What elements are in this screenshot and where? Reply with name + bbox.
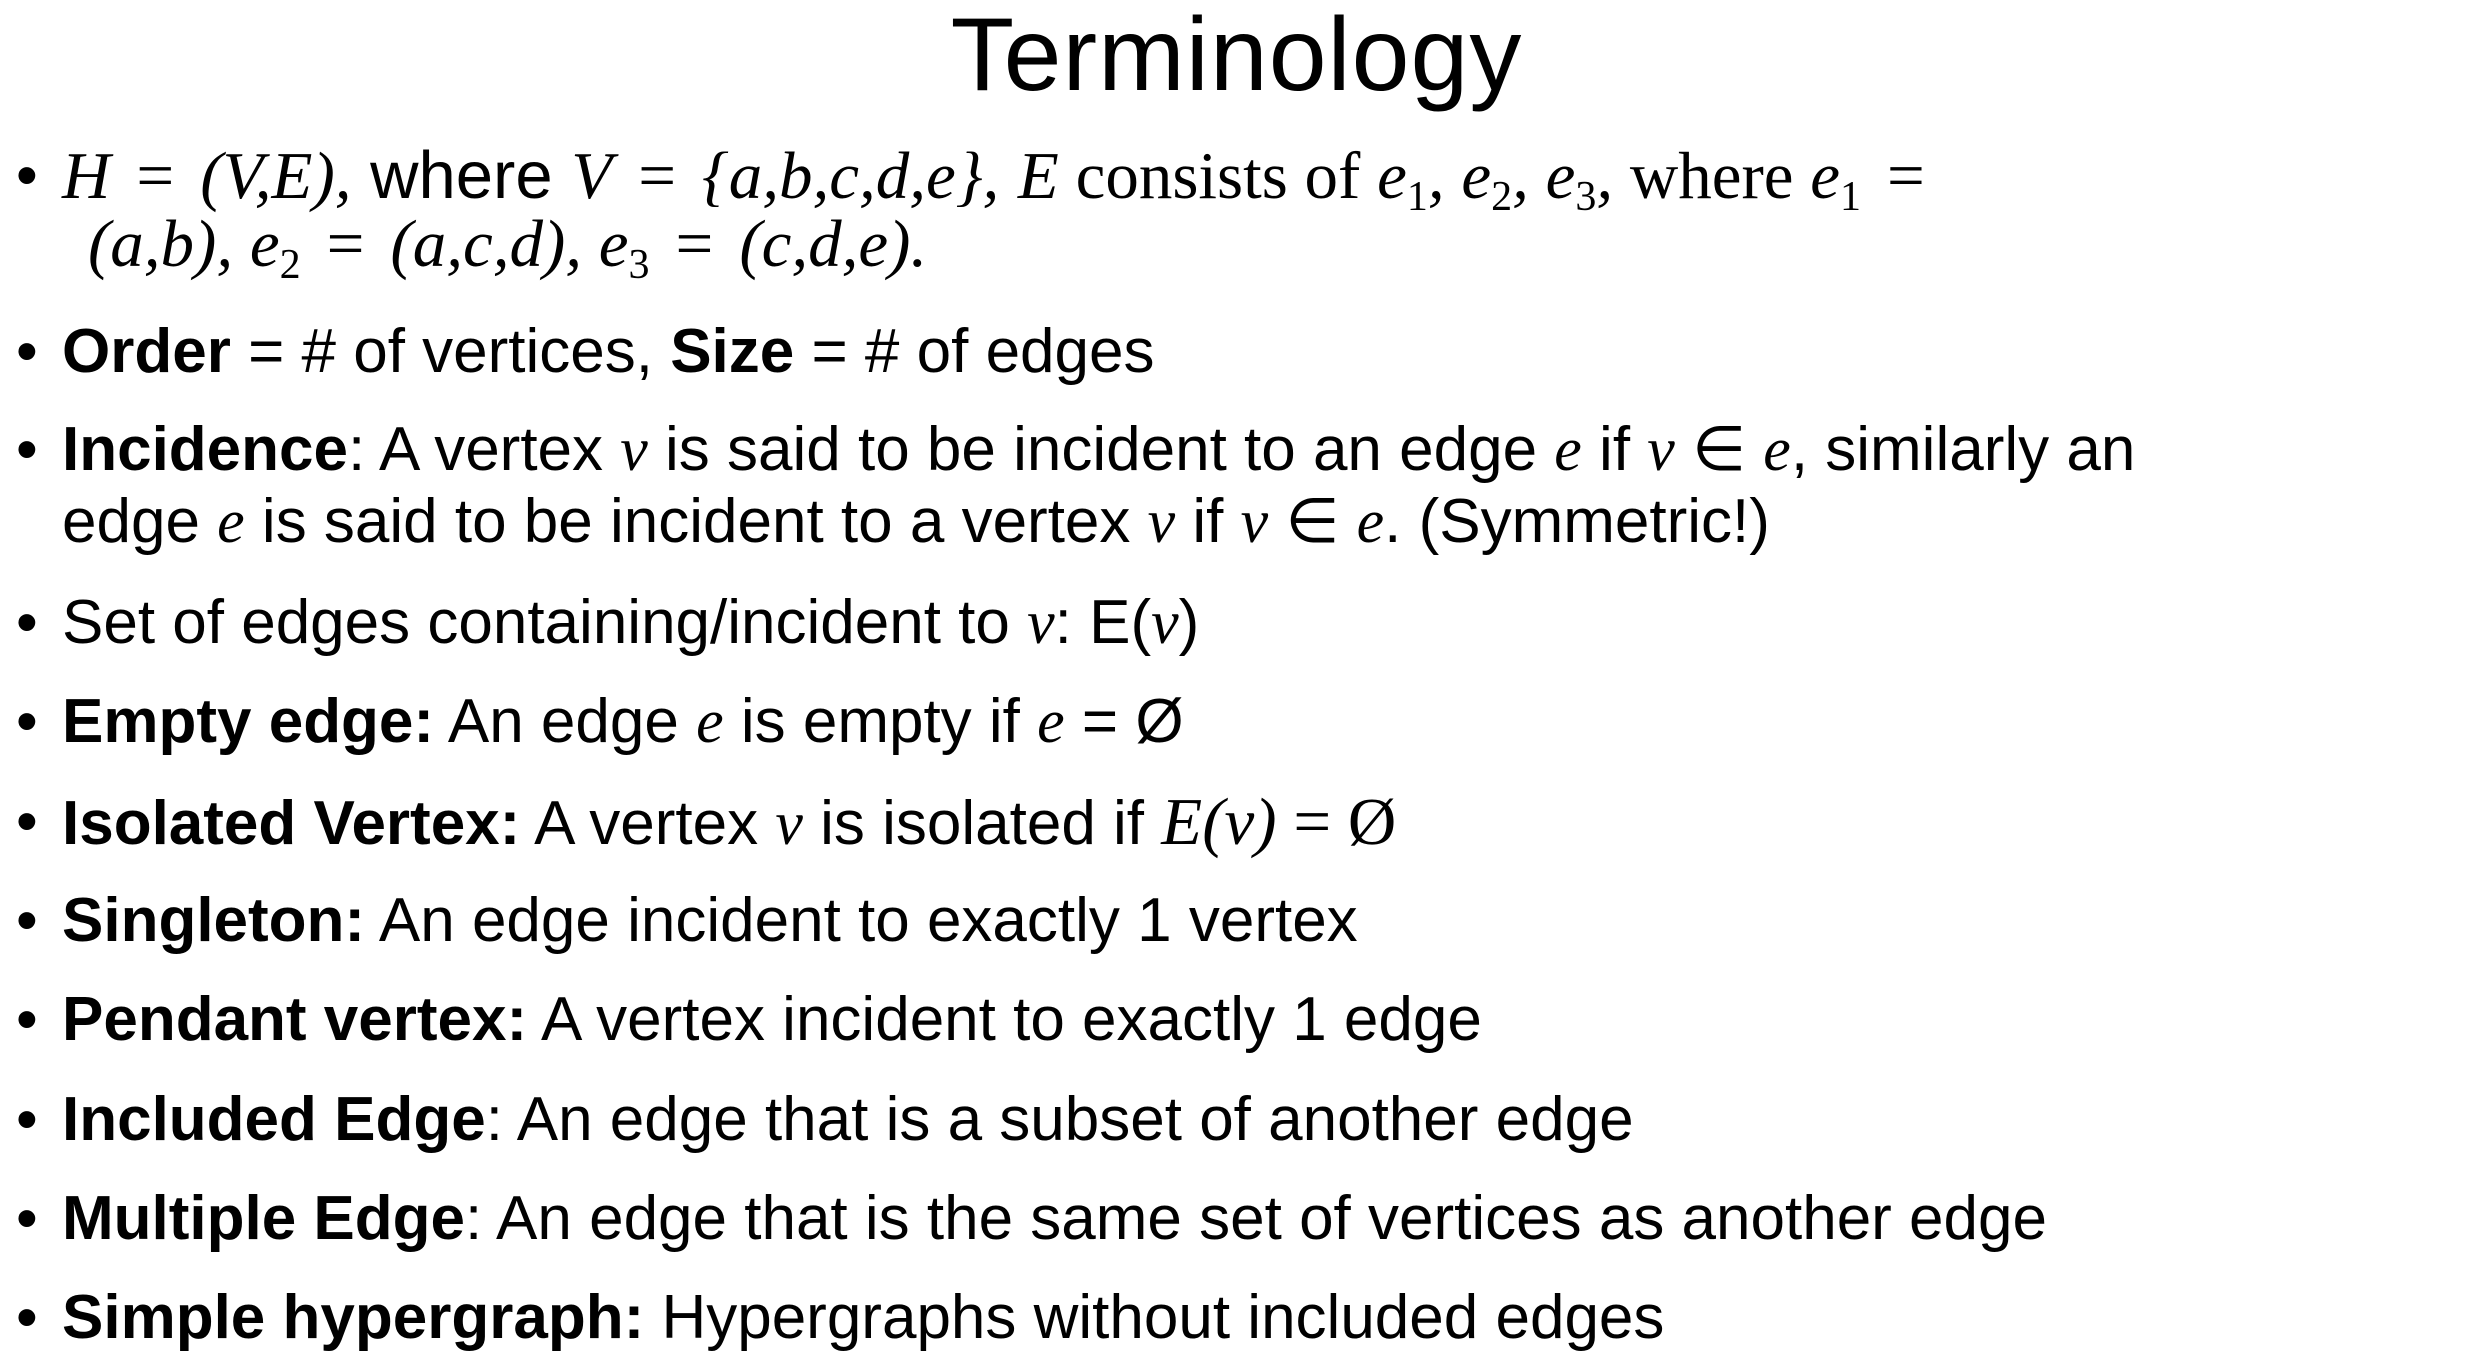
math-e2: , e [1427,139,1492,213]
term-empty-edge: Empty edge: [62,687,435,756]
bullet-isolated-vertex [62,786,2452,860]
math-e3: e [582,207,629,281]
bullet-simple-hypergraph [62,1282,2452,1354]
text: . (Symmetric!) [1384,487,1770,556]
term-multiple-edge: Multiple Edge [62,1184,465,1253]
math-e2: e [233,207,280,281]
subscript-3: 3 [628,242,650,288]
subscript-2: 2 [279,242,301,288]
text: is empty if [723,687,1038,756]
text: : E( [1054,588,1152,657]
text: is said to be incident to an edge [647,415,1555,484]
bullet-singleton [62,885,2452,957]
text: : An edge that is a subset of another edge [485,1085,1634,1154]
subscript-2: 2 [1491,174,1513,220]
math-e: e [1037,688,1065,756]
bullet-pendant-vertex [62,984,2452,1056]
incidence-line-2 [62,486,2452,558]
incidence-line-1 [62,414,2452,486]
element-of-symbol: ∈ [1674,415,1764,484]
math-v: v [1147,488,1176,556]
math-equals: = [1276,785,1348,859]
term-incidence: Incidence [62,415,348,484]
subscript-1: 1 [1406,174,1428,220]
text: : An edge that is the same set of vertices as another edge [465,1184,2047,1253]
text: is said to be incident to a vertex [244,487,1148,556]
text: , similarly an [1790,415,2136,484]
math-v: v [1240,488,1269,556]
text: An edge incident to exactly 1 vertex [365,886,1358,955]
subscript-3: 3 [1575,174,1597,220]
math-e: e [217,488,245,556]
math-equals: = [326,207,365,281]
term-isolated-vertex: Isolated Vertex: [62,789,521,858]
math-comma: , [1596,139,1614,213]
term-included-edge: Included Edge [62,1085,486,1154]
math-e: e [1356,488,1385,556]
math-v: v [1151,589,1179,657]
math-e3: , e [1512,139,1576,213]
text: Hypergraphs without included edges [644,1283,1665,1352]
text: A vertex [520,789,776,858]
bullet-order-size [62,316,2452,388]
math-vertex-set: {a,b,c,d,e}, [701,139,1000,213]
math-E: E [1017,139,1059,213]
math-e1: e [1377,139,1407,213]
text: A vertex incident to exactly 1 edge [527,985,1482,1054]
math-V: V [571,139,613,213]
term-singleton: Singleton: [62,886,366,955]
math-VE: (V,E), [200,139,352,213]
math-v: v [775,790,803,858]
math-edge-cde: (c,d,e). [739,207,928,281]
bullet-hypergraph-definition [62,138,2452,288]
math-e: e [696,688,724,756]
bullet-incidence [62,414,2452,558]
term-order: Order [62,317,231,386]
text: Set of edges containing/incident to [62,588,1028,657]
math-empty-set: Ø [1347,785,1397,859]
math-v: v [1027,589,1055,657]
math-edge-ab: (a,b), [88,207,234,281]
text: = # of edges [794,317,1155,386]
math-edge-acd: (a,c,d), [390,207,583,281]
text: An edge [434,687,697,756]
bullet-included-edge [62,1084,2452,1156]
term-size: Size [670,317,795,386]
text: ) [1178,588,1200,657]
bullet-edge-set [62,587,2452,659]
bullet-multiple-edge [62,1183,2452,1255]
term-simple-hypergraph: Simple hypergraph: [62,1283,645,1352]
math-E-of-v: E(v) [1161,785,1277,859]
text: : A vertex [348,415,621,484]
text-where: where [1613,139,1811,213]
text: = Ø [1064,687,1184,756]
text: edge [62,487,218,556]
math-e: e [1763,416,1791,484]
math-equals: = [638,139,676,213]
math-v: v [620,416,648,484]
math-equals: = [136,139,175,213]
math-e: e [1554,416,1582,484]
definition-line-2 [62,207,2452,288]
text: if [1175,487,1241,556]
slide-title: Terminology [950,0,1523,113]
definition-line-1 [62,138,2452,220]
math-v: v [1647,416,1675,484]
element-of-symbol: ∈ [1268,487,1357,556]
text: if [1581,415,1648,484]
text-where: where [351,138,572,213]
math-H: H [62,139,111,213]
subscript-1: 1 [1840,174,1862,220]
term-pendant-vertex: Pendant vertex: [62,985,528,1054]
text-consists-of: consists of [1058,139,1378,213]
text: is isolated if [802,789,1162,858]
math-e1: e [1810,139,1841,213]
math-equals: = [675,207,714,281]
math-equals: = [1887,139,1925,213]
bullet-empty-edge [62,686,2452,758]
text: = # of vertices, [230,317,671,386]
